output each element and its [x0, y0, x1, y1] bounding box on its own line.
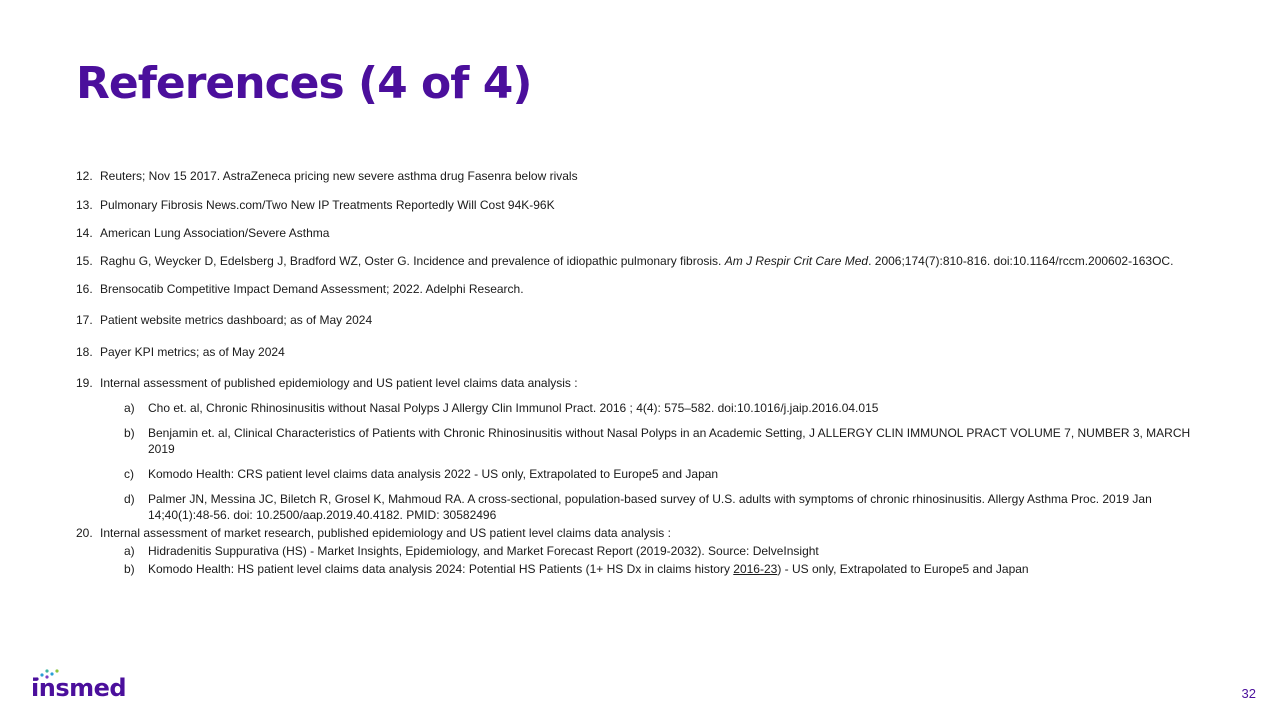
sub-reference-letter: d): [124, 492, 135, 506]
reference-number: 20.: [76, 526, 93, 540]
references-list: [76, 168, 1208, 577]
reference-text: Internal assessment of market research, published epidemiology and US patient level claims data analysis :: [100, 526, 671, 540]
sub-reference-item: [76, 543, 1208, 559]
reference-item: [76, 253, 1208, 269]
reference-text: Brensocatib Competitive Impact Demand Assessment; 2022. Adelphi Research.: [100, 282, 524, 296]
sub-reference-text: Benjamin et. al, Clinical Characteristics of Patients with Chronic Rhinosinusitis without Nasal Polyps in an Academic Setting, J ALLERGY CLIN IMMUNOL PRACT VOLUME 7, NUMBER 3, MARCH 2019: [148, 426, 1191, 456]
reference-number: 12.: [76, 169, 93, 183]
sub-reference-text: Komodo Health: HS patient level claims data analysis 2024: Potential HS Patients (1+ HS Dx in claims history: [148, 562, 734, 576]
reference-text: Reuters; Nov 15 2017. AstraZeneca pricing new severe asthma drug Fasenra below rivals: [100, 169, 578, 183]
underlined-date-range: 2016-23: [733, 562, 778, 576]
reference-text: Raghu G, Weycker D, Edelsberg J, Bradford WZ, Oster G. Incidence and prevalence of idiopathic pulmonary fibrosis.: [100, 254, 725, 268]
sub-reference-item: [76, 425, 1208, 457]
sub-reference-text: ) - US only, Extrapolated to Europe5 and Japan: [777, 562, 1029, 576]
reference-number: 19.: [76, 376, 93, 390]
sub-reference-letter: b): [124, 562, 135, 576]
sub-reference-text: Cho et. al, Chronic Rhinosinusitis without Nasal Polyps J Allergy Clin Immunol Pract. 2016 ; 4(4): 575–582. doi:10.1016/j.jaip.2016.04.015: [148, 401, 879, 415]
reference-item: [76, 344, 1208, 360]
reference-number: 18.: [76, 345, 93, 359]
reference-number: 13.: [76, 198, 93, 212]
sub-reference-text: Komodo Health: CRS patient level claims data analysis 2022 - US only, Extrapolated to Europe5 and Japan: [148, 467, 719, 481]
sub-reference-item: [76, 491, 1208, 523]
slide-title: References (4 of 4): [76, 58, 532, 109]
reference-item: [76, 375, 1208, 391]
sub-reference-item: [76, 466, 1208, 482]
reference-number: 14.: [76, 226, 93, 240]
logo-wordmark: insmed: [31, 674, 127, 702]
reference-text: Patient website metrics dashboard; as of May 2024: [100, 313, 373, 327]
reference-text: Payer KPI metrics; as of May 2024: [100, 345, 285, 359]
reference-text: Internal assessment of published epidemiology and US patient level claims data analysis :: [100, 376, 578, 390]
sub-reference-letter: a): [124, 544, 135, 558]
sub-reference-letter: b): [124, 426, 135, 440]
reference-item: [76, 312, 1208, 328]
reference-item: [76, 225, 1208, 241]
reference-text: Pulmonary Fibrosis News.com/Two New IP Treatments Reportedly Will Cost 94K-96K: [100, 198, 555, 212]
sub-reference-letter: c): [124, 467, 134, 481]
reference-item: [76, 525, 1208, 541]
reference-text: American Lung Association/Severe Asthma: [100, 226, 330, 240]
reference-item: [76, 197, 1208, 213]
reference-number: 15.: [76, 254, 93, 268]
reference-number: 16.: [76, 282, 93, 296]
sub-reference-item: [76, 561, 1208, 577]
reference-number: 17.: [76, 313, 93, 327]
insmed-logo: [31, 668, 127, 702]
sub-reference-letter: a): [124, 401, 135, 415]
sub-reference-text: Palmer JN, Messina JC, Biletch R, Grosel K, Mahmoud RA. A cross-sectional, population-based survey of U.S. adults with symptoms of chronic rhinosinusitis. Allergy Asthma Proc. 2019 Jan 14;40(1):48-56. doi: 10.2500/aap.2019.40.4182. PMID: 30582496: [148, 492, 1152, 522]
reference-item: [76, 281, 1208, 297]
reference-text: . 2006;174(7):810-816. doi:10.1164/rccm.200602-163OC.: [868, 254, 1174, 268]
page-number: 32: [1241, 686, 1256, 701]
reference-item: [76, 168, 1208, 184]
sub-reference-text: Hidradenitis Suppurativa (HS) - Market Insights, Epidemiology, and Market Forecast Report (2019-2032). Source: DelveInsight: [148, 544, 819, 558]
journal-name: Am J Respir Crit Care Med: [724, 254, 869, 268]
sub-reference-item: [76, 400, 1208, 416]
